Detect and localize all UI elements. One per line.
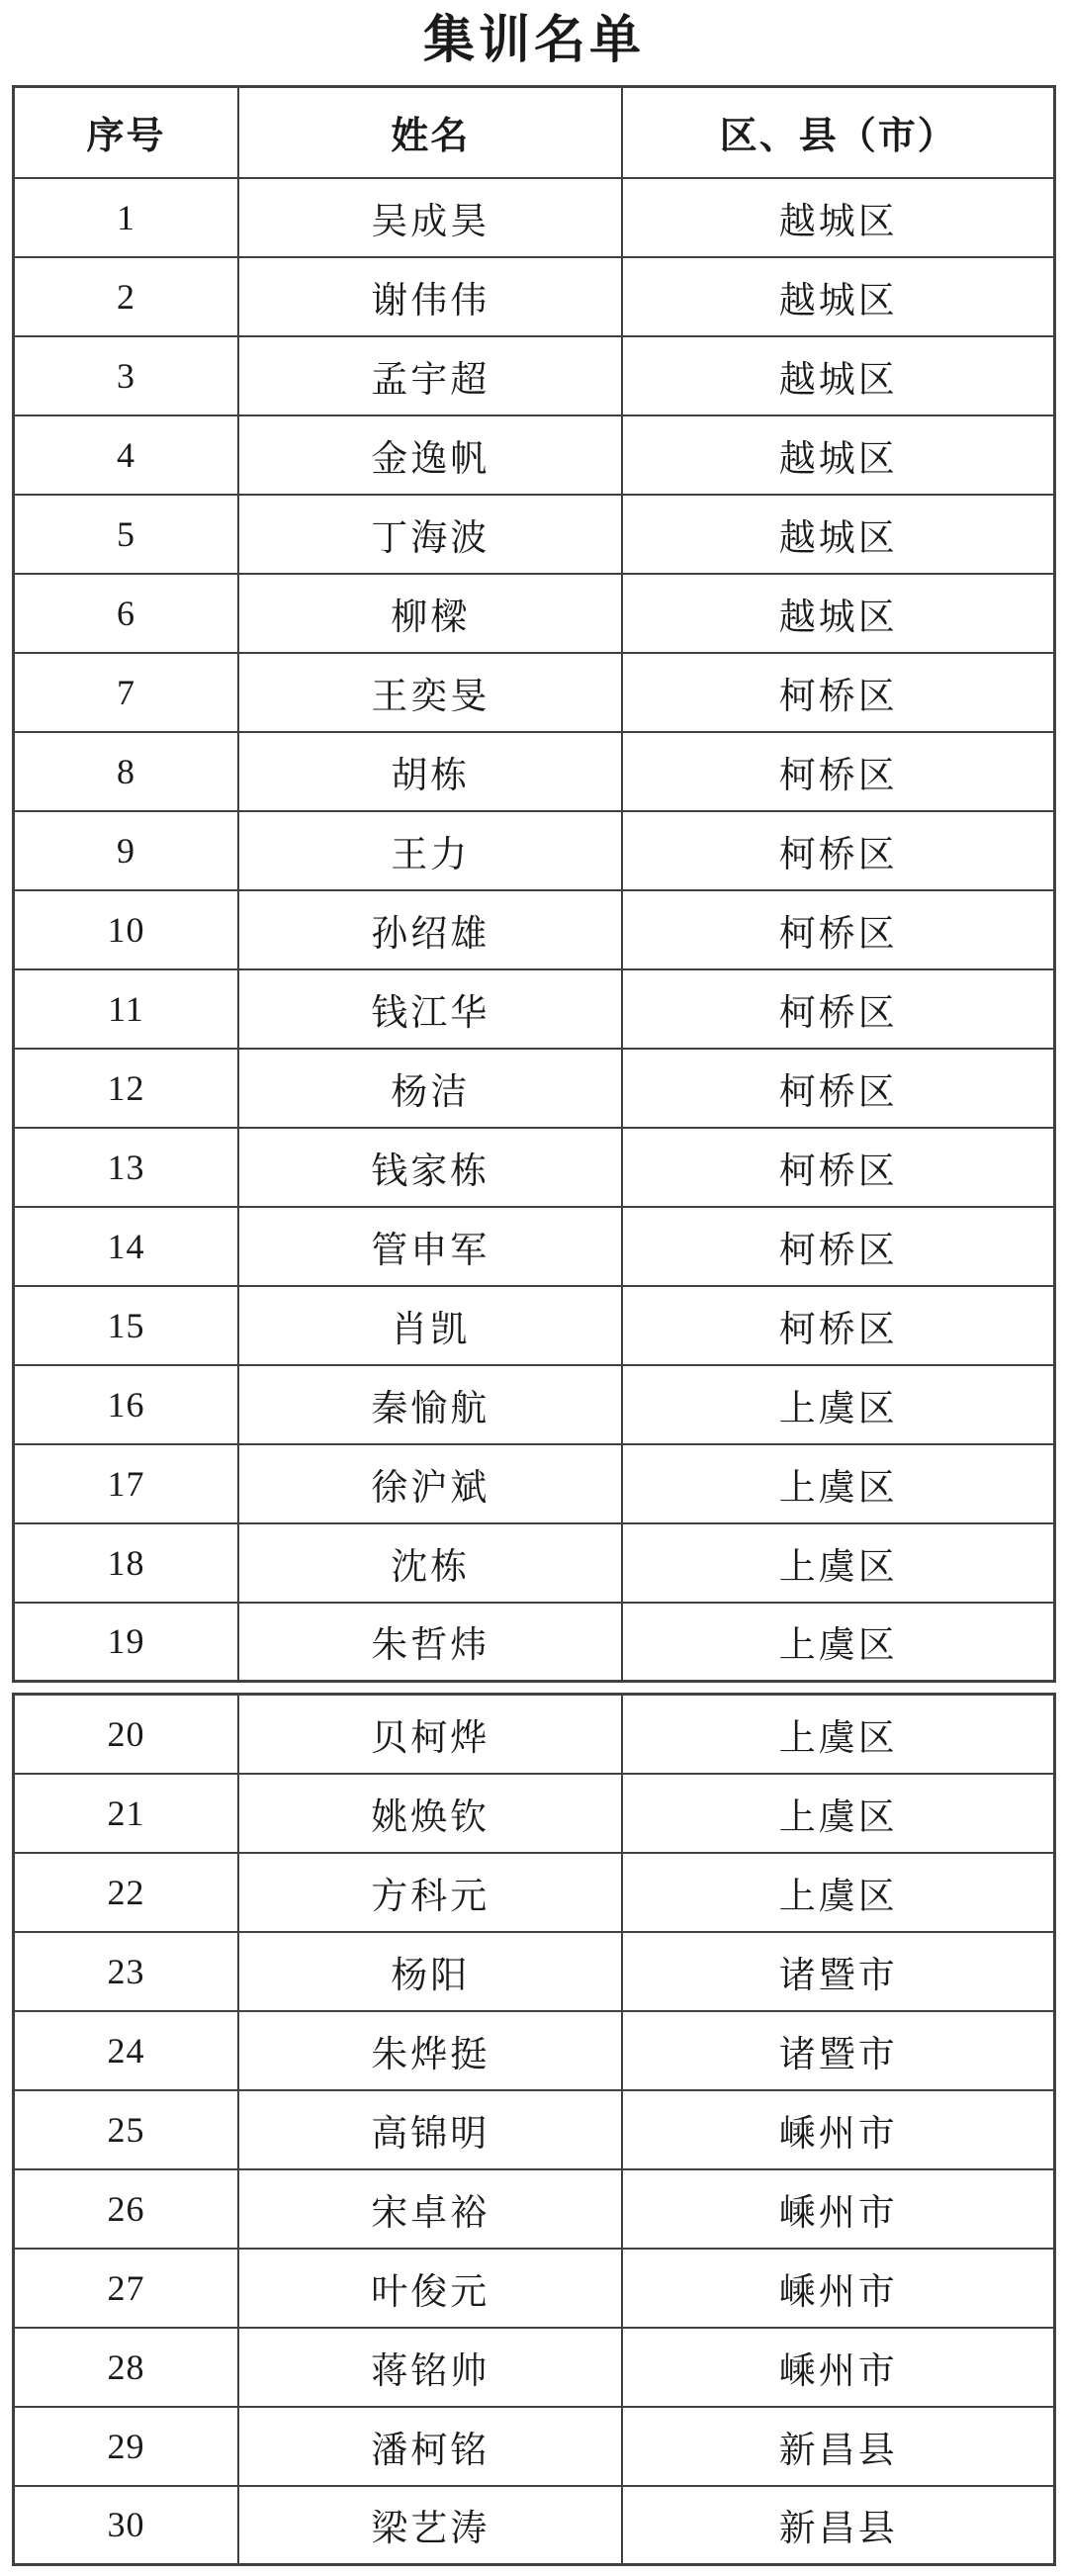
row-number: 11 (14, 969, 238, 1049)
page-break-gap (12, 1683, 1056, 1693)
table-row (14, 1523, 1055, 1603)
row-number: 14 (14, 1207, 238, 1286)
header-cell-name: 姓名 (238, 87, 623, 178)
table-row (14, 1444, 1055, 1523)
roster-rows-part2 (14, 1695, 1055, 2565)
row-name: 胡栋 (238, 732, 623, 811)
row-name: 秦愉航 (238, 1365, 623, 1444)
row-name: 管申军 (238, 1207, 623, 1286)
row-name: 叶俊元 (238, 2249, 623, 2328)
row-number: 30 (14, 2486, 238, 2565)
table-row (14, 415, 1055, 495)
row-region: 柯桥区 (622, 653, 1054, 732)
row-number: 23 (14, 1932, 238, 2011)
table-row (14, 2328, 1055, 2407)
row-name: 梁艺涛 (238, 2486, 623, 2565)
row-region: 上虞区 (622, 1444, 1054, 1523)
row-number: 20 (14, 1695, 238, 1774)
page-title: 集训名单 (422, 13, 645, 69)
row-name: 杨阳 (238, 1932, 623, 2011)
table-row (14, 1695, 1055, 1774)
row-number: 2 (14, 257, 238, 336)
table-row (14, 653, 1055, 732)
row-region: 上虞区 (622, 1603, 1054, 1682)
table-row (14, 890, 1055, 969)
roster-table-part2 (12, 1693, 1056, 2566)
row-number: 5 (14, 495, 238, 574)
row-region: 越城区 (622, 257, 1054, 336)
row-name: 高锦明 (238, 2090, 623, 2169)
row-name: 姚焕钦 (238, 1774, 623, 1853)
row-region: 越城区 (622, 415, 1054, 495)
row-region: 上虞区 (622, 1774, 1054, 1853)
row-number: 21 (14, 1774, 238, 1853)
header-cell-region: 区、县（市） (622, 87, 1054, 178)
row-name: 孟宇超 (238, 336, 623, 415)
table-row (14, 257, 1055, 336)
table-row (14, 2090, 1055, 2169)
row-name: 朱哲炜 (238, 1603, 623, 1682)
row-region: 上虞区 (622, 1853, 1054, 1932)
row-region: 越城区 (622, 495, 1054, 574)
table-row (14, 1932, 1055, 2011)
row-name: 蒋铭帅 (238, 2328, 623, 2407)
table-row (14, 574, 1055, 653)
row-name: 吴成昊 (238, 178, 623, 257)
roster-rows-part1 (14, 178, 1055, 1682)
row-name: 王力 (238, 811, 623, 890)
row-name: 柳樑 (238, 574, 623, 653)
row-number: 22 (14, 1853, 238, 1932)
row-number: 16 (14, 1365, 238, 1444)
row-number: 13 (14, 1128, 238, 1207)
table-row (14, 336, 1055, 415)
table-row (14, 178, 1055, 257)
row-region: 上虞区 (622, 1523, 1054, 1603)
row-name: 金逸帆 (238, 415, 623, 495)
row-number: 19 (14, 1603, 238, 1682)
row-region: 诸暨市 (622, 2011, 1054, 2090)
row-name: 王奕旻 (238, 653, 623, 732)
row-number: 3 (14, 336, 238, 415)
table-row (14, 2486, 1055, 2565)
table-row (14, 2407, 1055, 2486)
table-row (14, 1049, 1055, 1128)
row-name: 钱江华 (238, 969, 623, 1049)
row-name: 肖凯 (238, 1286, 623, 1365)
table-row (14, 732, 1055, 811)
row-number: 1 (14, 178, 238, 257)
row-number: 15 (14, 1286, 238, 1365)
row-name: 丁海波 (238, 495, 623, 574)
row-region: 越城区 (622, 336, 1054, 415)
row-number: 27 (14, 2249, 238, 2328)
row-region: 柯桥区 (622, 732, 1054, 811)
row-region: 柯桥区 (622, 969, 1054, 1049)
row-region: 越城区 (622, 574, 1054, 653)
row-name: 贝柯烨 (238, 1695, 623, 1774)
table-row (14, 495, 1055, 574)
row-region: 上虞区 (622, 1695, 1054, 1774)
table-row (14, 1128, 1055, 1207)
row-name: 徐沪斌 (238, 1444, 623, 1523)
table-row (14, 1603, 1055, 1682)
row-number: 26 (14, 2169, 238, 2249)
table-row (14, 2249, 1055, 2328)
roster-table-part1 (12, 85, 1056, 1683)
row-number: 18 (14, 1523, 238, 1603)
row-name: 方科元 (238, 1853, 623, 1932)
row-number: 25 (14, 2090, 238, 2169)
row-region: 柯桥区 (622, 890, 1054, 969)
row-name: 钱家栋 (238, 1128, 623, 1207)
row-region: 上虞区 (622, 1365, 1054, 1444)
row-region: 柯桥区 (622, 1286, 1054, 1365)
row-number: 24 (14, 2011, 238, 2090)
table-row (14, 1365, 1055, 1444)
table-row (14, 2169, 1055, 2249)
row-region: 新昌县 (622, 2486, 1054, 2565)
row-number: 10 (14, 890, 238, 969)
row-number: 28 (14, 2328, 238, 2407)
row-region: 越城区 (622, 178, 1054, 257)
row-name: 孙绍雄 (238, 890, 623, 969)
row-region: 新昌县 (622, 2407, 1054, 2486)
row-number: 7 (14, 653, 238, 732)
table-row (14, 1774, 1055, 1853)
row-region: 嵊州市 (622, 2328, 1054, 2407)
row-region: 嵊州市 (622, 2090, 1054, 2169)
row-name: 沈栋 (238, 1523, 623, 1603)
table-row (14, 1207, 1055, 1286)
row-name: 杨洁 (238, 1049, 623, 1128)
row-number: 4 (14, 415, 238, 495)
row-region: 嵊州市 (622, 2249, 1054, 2328)
table-row (14, 969, 1055, 1049)
table-row (14, 811, 1055, 890)
row-region: 诸暨市 (622, 1932, 1054, 2011)
row-number: 29 (14, 2407, 238, 2486)
row-region: 柯桥区 (622, 1049, 1054, 1128)
row-number: 6 (14, 574, 238, 653)
row-number: 12 (14, 1049, 238, 1128)
row-name: 宋卓裕 (238, 2169, 623, 2249)
row-number: 9 (14, 811, 238, 890)
header-cell-number: 序号 (14, 87, 238, 178)
row-region: 柯桥区 (622, 1207, 1054, 1286)
table-row (14, 2011, 1055, 2090)
row-number: 17 (14, 1444, 238, 1523)
table-row (14, 1286, 1055, 1365)
header-row (14, 87, 1055, 178)
row-name: 潘柯铭 (238, 2407, 623, 2486)
row-region: 柯桥区 (622, 1128, 1054, 1207)
row-region: 柯桥区 (622, 811, 1054, 890)
table-row (14, 1853, 1055, 1932)
row-name: 谢伟伟 (238, 257, 623, 336)
row-name: 朱烨挺 (238, 2011, 623, 2090)
row-number: 8 (14, 732, 238, 811)
row-region: 嵊州市 (622, 2169, 1054, 2249)
